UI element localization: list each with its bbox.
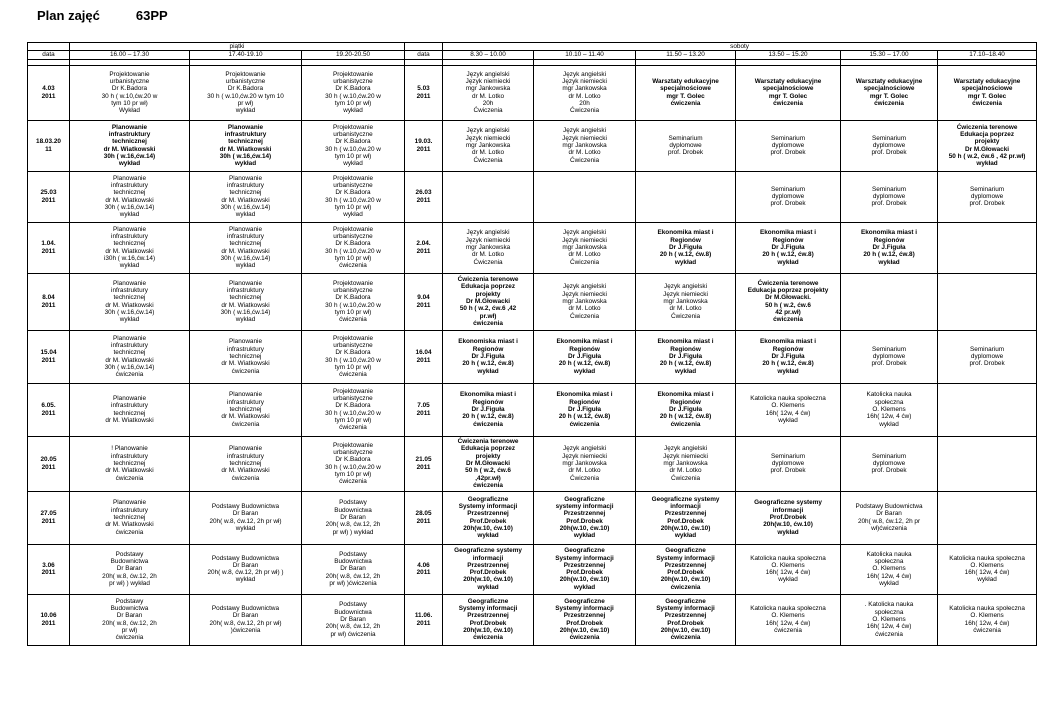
class-cell: Projektowanie urbanistyczne Dr K.Badora 30 h ( w.10,ćw.20 w tym 10 pr wł) wykład <box>302 120 405 171</box>
friday-date-cell: 20.05 2011 <box>28 436 70 491</box>
class-cell: Język angielski Język niemiecki mgr Jankowska dr M. Lotko Ćwiczenia <box>534 222 636 273</box>
class-cell: Podstawy Budownictwa Dr Baran 20h( w.8, ćw.12, 2h pr wł) wykład <box>190 491 302 544</box>
class-cell: Katolicka nauka społeczna O. Klemens 16h( 12w, 4 ćw) wykład <box>736 544 841 594</box>
class-cell: Geograficzne systemy informacji Prof.Drobek 20h(w.10, ćw.10) wykład <box>736 491 841 544</box>
date-header-friday: data <box>28 51 70 59</box>
class-cell <box>938 222 1037 273</box>
class-cell: Planowanie infrastruktury technicznej dr M. Wiatkowski <box>70 383 190 436</box>
group-code: 63PP <box>135 8 168 23</box>
friday-date-cell: 18.03.20 11 <box>28 120 70 171</box>
saturday-date-cell: 5.03 2011 <box>405 65 443 120</box>
fri-time-header: 16.00 – 17.30 <box>70 51 190 59</box>
class-cell: Warsztaty edukacyjne specjalnościowe mgr T. Golec ćwiczenia <box>636 65 736 120</box>
class-cell: Podstawy Budownictwa Dr Baran 20h( w.8, ćw.12, 2h pr wł)ćwiczenia <box>841 491 938 544</box>
class-cell: Podstawy Budownictwa Dr Baran 20h( w.8, ćw.12, 2h pr wł) )ćwiczenia <box>302 544 405 594</box>
saturday-date-cell: 11.06. 2011 <box>405 594 443 645</box>
title-text: Plan zajęć <box>37 8 100 23</box>
sat-time-header: 17.10–18.40 <box>938 51 1037 59</box>
class-cell: Język angielski Język niemiecki mgr Jankowska dr M. Lotko Ćwiczenia <box>636 436 736 491</box>
schedule-row <box>28 171 1037 222</box>
class-cell: Seminarium dyplomowe prof. Drobek <box>736 120 841 171</box>
class-cell: Katolicka nauka społeczna O. Klemens 16h( 12w, 4 ćw) wykład <box>736 383 841 436</box>
class-cell: Geograficzne Systemy informacji Przestrzennej Prof.Drobek 20h(w.10, ćw.10) ćwiczenia <box>534 594 636 645</box>
class-cell: Planowanie infrastruktury technicznej dr M. Wiatkowski ćwiczenia <box>190 436 302 491</box>
class-cell: Podstawy Budownictwa Dr Baran 20h( w.8, ćw.12, 2h pr wł) ) wykład <box>302 491 405 544</box>
class-cell: Podstawy Budownictwa Dr Baran 20h( w.8, ćw.12, 2h pr wł) ćwiczenia <box>70 594 190 645</box>
saturday-date-cell: 21.05 2011 <box>405 436 443 491</box>
class-cell <box>841 273 938 330</box>
class-cell: Geograficzne Systemy informacji Przestrzennej Prof.Drobek 20h(w.10, ćw.10) wykład <box>443 491 534 544</box>
class-cell: Seminarium dyplomowe prof. Drobek <box>841 120 938 171</box>
class-cell: Ekonomika miast i Regionów Dr J.Figuła 20 h ( w.12, ćw.8) wykład <box>736 222 841 273</box>
schedule-row <box>28 273 1037 330</box>
class-cell: Warsztaty edukacyjne specjalnościowe mgr T. Golec ćwiczenia <box>938 65 1037 120</box>
class-cell: Język angielski Język niemiecki mgr Jankowska dr M. Lotko Ćwiczenia <box>636 273 736 330</box>
class-cell: Projektowanie urbanistyczne Dr K.Badora 30 h ( w.10,ćw.20 w tym 10 pr wł) ćwiczenia <box>302 222 405 273</box>
friday-date-cell: 1.04. 2011 <box>28 222 70 273</box>
saturday-date-cell: 4.06 2011 <box>405 544 443 594</box>
class-cell: Seminarium dyplomowe prof. Drobek <box>736 436 841 491</box>
schedule-body <box>28 65 1037 645</box>
class-cell: Język angielski Język niemiecki mgr Jankowska dr M. Lotko Ćwiczenia <box>443 120 534 171</box>
class-cell: . Katolicka nauka społeczna O. Klemens 16h( 12w, 4 ćw) ćwiczenia <box>841 594 938 645</box>
class-cell: Planowanie infrastruktury technicznej dr M. Wiatkowski 30h ( w.16,ćw.14) ćwiczenia <box>70 330 190 383</box>
class-cell: Geograficzne Systemy informacji Przestrzennej Prof.Drobek 20h(w.10, ćw.10) ćwiczenia <box>636 544 736 594</box>
fri-time-header: 19.20-20.50 <box>302 51 405 59</box>
class-cell <box>534 171 636 222</box>
saturday-date-cell: 28.05 2011 <box>405 491 443 544</box>
class-cell: Projektowanie urbanistyczne Dr K.Badora 30 h ( w.10,ćw.20 w tym 10 pr wł) wykład <box>190 65 302 120</box>
class-cell: Seminarium dyplomowe prof. Drobek <box>636 120 736 171</box>
sat-time-header: 13.50 – 15.20 <box>736 51 841 59</box>
schedule-row <box>28 330 1037 383</box>
class-cell: Język angielski Język niemiecki mgr Jankowska dr M. Lotko 20h Ćwiczenia <box>534 65 636 120</box>
saturday-date-cell: 26.03 2011 <box>405 171 443 222</box>
class-cell: Język angielski Język niemiecki mgr Jankowska dr M. Lotko Ćwiczenia <box>443 222 534 273</box>
class-cell: Ekonomika miast i Regionów Dr J.Figuła 20 h ( w.12, ćw.8) wykład <box>841 222 938 273</box>
saturday-date-cell: 7.05 2011 <box>405 383 443 436</box>
page-title <box>37 8 168 23</box>
class-cell: Ekonomika miast i Regionów Dr J.Figuła 20 h ( w.12, ćw.8) wykład <box>636 330 736 383</box>
class-cell: Seminarium dyplomowe prof. Drobek <box>841 171 938 222</box>
friday-date-cell: 8.04 2011 <box>28 273 70 330</box>
class-cell: Planowanie infrastruktury technicznej dr M. Wiatkowski 30h ( w.16,ćw.14) wykład <box>190 222 302 273</box>
class-cell: Geograficzne systemy informacji Przestrzennej Prof.Drobek 20h(w.10, ćw.10) wykład <box>636 491 736 544</box>
sat-time-header: 15.30 – 17.00 <box>841 51 938 59</box>
friday-date-cell: 6.05. 2011 <box>28 383 70 436</box>
saturday-date-cell: 19.03. 2011 <box>405 120 443 171</box>
saturday-date-cell: 16.04 2011 <box>405 330 443 383</box>
class-cell: Ćwiczenia terenowe Edukacja poprzez projekty Dr M.Głowacki. 50 h ( w.2, ćw.6 42 pr.wł) ćwiczenia <box>736 273 841 330</box>
class-cell: Ćwiczenia terenowe Edukacja poprzez projekty Dr M.Głowacki 50 h ( w.2, ćw.6 ,42pr.wł) ćwiczenia <box>443 436 534 491</box>
class-cell: Geograficzne Systemy informacji Przestrzennej Prof.Drobek 20h(w.10, ćw.10) ćwiczenia <box>636 594 736 645</box>
class-cell <box>938 273 1037 330</box>
class-cell: Geograficzne systemy informacji Przestrzennej Prof.Drobek 20h(w.10, ćw.10) wykład <box>534 491 636 544</box>
class-cell: Projektowanie urbanistyczne Dr K.Badora 30 h ( w.10,ćw.20 w tym 10 pr wł) ćwiczenia <box>302 383 405 436</box>
class-cell: Seminarium dyplomowe prof. Drobek <box>841 330 938 383</box>
class-cell: Planowanie infrastruktury technicznej dr M. Wiatkowski 30h ( w.16,ćw.14) wykład <box>190 120 302 171</box>
saturday-date-cell: 9.04 2011 <box>405 273 443 330</box>
class-cell: Podstawy Budownictwa Dr Baran 20h( w.8, ćw.12, 2h pr wł) ) wykład <box>190 544 302 594</box>
class-cell: Geograficzne Systemy informacji Przestrzennej Prof.Drobek 20h(w.10, ćw.10) ćwiczenia <box>443 594 534 645</box>
corner-empty-left <box>28 43 70 51</box>
class-cell: Katolicka nauka społeczna O. Klemens 16h( 12w, 4 ćw) ćwiczenia <box>736 594 841 645</box>
class-cell: Ekonomika miast i Regionów Dr J.Figuła 20 h ( w.12, ćw.8) wykład <box>636 222 736 273</box>
date-header-saturday: data <box>405 51 443 59</box>
schedule-row <box>28 120 1037 171</box>
class-cell: Katolicka nauka społeczna O. Klemens 16h( 12w, 4 ćw) ćwiczenia <box>938 594 1037 645</box>
schedule-row <box>28 544 1037 594</box>
sat-time-header: 11.50 – 13.20 <box>636 51 736 59</box>
class-cell: Katolicka nauka społeczna O. Klemens 16h( 12w, 4 ćw) wykład <box>841 544 938 594</box>
class-cell: Ekonomika miast i Regionów Dr J.Figuła 20 h ( w.12, ćw.8) ćwiczenia <box>636 383 736 436</box>
saturday-header: soboty <box>443 43 1037 51</box>
class-cell: Seminarium dyplomowe prof. Drobek <box>938 330 1037 383</box>
class-cell: Ekonomika miast i Regionów Dr J.Figuła 20 h ( w.12, ćw.8) wykład <box>736 330 841 383</box>
friday-date-cell: 10.06 2011 <box>28 594 70 645</box>
corner-empty-right <box>405 43 443 51</box>
class-cell <box>636 171 736 222</box>
class-cell: Planowanie infrastruktury technicznej dr M. Wiatkowski 30h ( w.16,ćw.14) wykład <box>190 171 302 222</box>
friday-date-cell: 15.04 2011 <box>28 330 70 383</box>
schedule-row <box>28 436 1037 491</box>
class-cell: Warsztaty edukacyjne specjalnościowe mgr T. Golec ćwiczenia <box>841 65 938 120</box>
class-cell: Język angielski Język niemiecki mgr Jankowska dr M. Lotko Ćwiczenia <box>534 273 636 330</box>
class-cell: Ćwiczenia terenowe Edukacja poprzez projekty Dr M.Głowacki 50 h ( w.2, ćw.6 , 42 pr.wł) wykład <box>938 120 1037 171</box>
schedule-row <box>28 491 1037 544</box>
class-cell: Ekonomiska miast i Regionów Dr J.Figuła 20 h ( w.12, ćw.8) wykład <box>443 330 534 383</box>
class-cell: Seminarium dyplomowe prof. Drobek <box>736 171 841 222</box>
class-cell: Język angielski Język niemiecki mgr Jankowska dr M. Lotko Ćwiczenia <box>534 436 636 491</box>
class-cell: Warsztaty edukacyjne specjalnościowe mgr T. Golec ćwiczenia <box>736 65 841 120</box>
fri-time-header: 17.40-19.10 <box>190 51 302 59</box>
class-cell <box>938 491 1037 544</box>
class-cell: Projektowanie urbanistyczne Dr K.Badora 30 h ( w.10,ćw.20 w tym 10 pr wł) wykład <box>302 171 405 222</box>
friday-date-cell: 27.05 2011 <box>28 491 70 544</box>
class-cell: Geograficzne systemy informacji Przestrzennej Prof.Drobek 20h(w.10, ćw.10) wykład <box>443 544 534 594</box>
class-cell: Katolicka nauka społeczna O. Klemens 16h( 12w, 4 ćw) wykład <box>938 544 1037 594</box>
class-cell: Podstawy Budownictwa Dr Baran 20h( w.8, ćw.12, 2h pr wł) )ćwiczenia <box>190 594 302 645</box>
class-cell: Planowanie infrastruktury technicznej dr M. Wiatkowski 30h ( w.16,ćw.14) wykład <box>70 171 190 222</box>
class-cell: Projektowanie urbanistyczne Dr K.Badora 30 h ( w.10,ćw.20 w tym 10 pr wł) ćwiczenia <box>302 436 405 491</box>
friday-date-cell: 25.03 2011 <box>28 171 70 222</box>
class-cell: Podstawy Budownictwa Dr Baran 20h( w.8, ćw.12, 2h pr wł) ) wykład <box>70 544 190 594</box>
class-cell: Projektowanie urbanistyczne Dr K.Badora 30 h ( w.10,ćw.20 w tym 10 pr wł) ćwiczenia <box>302 273 405 330</box>
schedule-row <box>28 383 1037 436</box>
class-cell: Seminarium dyplomowe prof. Drobek <box>841 436 938 491</box>
sat-time-header: 10.10 – 11.40 <box>534 51 636 59</box>
class-cell <box>443 171 534 222</box>
class-cell: Projektowanie urbanistyczne Dr K.Badora 30 h ( w.10,ćw.20 w tym 10 pr wł) ćwiczenia <box>302 330 405 383</box>
class-cell: Ćwiczenia terenowe Edukacja poprzez projekty Dr M.Głowacki 50 h ( w.2, ćw.6 ,42 pr.wł) ćwiczenia <box>443 273 534 330</box>
class-cell: Planowanie infrastruktury technicznej dr M. Wiatkowski 30h ( w.16,ćw.14) wykład <box>190 273 302 330</box>
class-cell: Ekonomika miast i Regionów Dr J.Figuła 20 h ( w.12, ćw.8) ćwiczenia <box>443 383 534 436</box>
class-cell: ! Planowanie infrastruktury technicznej dr M. Wiatkowski ćwiczenia <box>70 436 190 491</box>
class-cell: Planowanie infrastruktury technicznej dr M. Wiatkowski ćwiczenia <box>190 330 302 383</box>
class-cell <box>938 436 1037 491</box>
class-cell: Projektowanie urbanistyczne Dr K.Badora 30 h ( w.10,ćw.20 w tym 10 pr wł) wykład <box>302 65 405 120</box>
class-cell: Seminarium dyplomowe prof. Drobek <box>938 171 1037 222</box>
class-cell: Ekonomika miast i Regionów Dr J.Figuła 20 h ( w.12, ćw.8) wykład <box>534 330 636 383</box>
class-cell: Planowanie infrastruktury technicznej dr M. Wiatkowski 30h ( w.16,ćw.14) wykład <box>70 120 190 171</box>
class-cell: Planowanie infrastruktury technicznej dr M. Wiatkowski ćwiczenia <box>190 383 302 436</box>
class-cell: Katolicka nauka społeczna O. Klemens 16h( 12w, 4 ćw) wykład <box>841 383 938 436</box>
class-cell: Projektowanie urbanistyczne Dr K.Badora 30 h ( w.10,ćw.20 w tym 10 pr wł) Wykład <box>70 65 190 120</box>
class-cell: Planowanie infrastruktury technicznej dr M. Wiatkowski i30h ( w.16,ćw.14) wykład <box>70 222 190 273</box>
schedule-row <box>28 594 1037 645</box>
class-cell: Ekonomika miast i Regionów Dr J.Figuła 20 h ( w.12, ćw.8) ćwiczenia <box>534 383 636 436</box>
class-cell: Podstawy Budownictwa Dr Baran 20h( w.8, ćw.12, 2h pr wł) ćwiczenia <box>302 594 405 645</box>
friday-header: piątki <box>70 43 405 51</box>
schedule-table <box>27 42 1037 646</box>
class-cell: Geograficzne Systemy informacji Przestrzennej Prof.Drobek 20h(w.10, ćw.10) wykład <box>534 544 636 594</box>
sat-time-header: 8.30 – 10.00 <box>443 51 534 59</box>
schedule-row <box>28 65 1037 120</box>
schedule-row <box>28 222 1037 273</box>
class-cell: Język angielski Język niemiecki mgr Jankowska dr M. Lotko 20h Ćwiczenia <box>443 65 534 120</box>
class-cell: Planowanie infrastruktury technicznej dr M. Wiatkowski 30h ( w.16,ćw.14) wykład <box>70 273 190 330</box>
saturday-date-cell: 2.04. 2011 <box>405 222 443 273</box>
friday-date-cell: 4.03 2011 <box>28 65 70 120</box>
class-cell: Język angielski Język niemiecki mgr Jankowska dr M. Lotko Ćwiczenia <box>534 120 636 171</box>
class-cell: Planowanie infrastruktury technicznej dr M. Wiatkowski ćwiczenia <box>70 491 190 544</box>
class-cell <box>938 383 1037 436</box>
friday-date-cell: 3.06 2011 <box>28 544 70 594</box>
